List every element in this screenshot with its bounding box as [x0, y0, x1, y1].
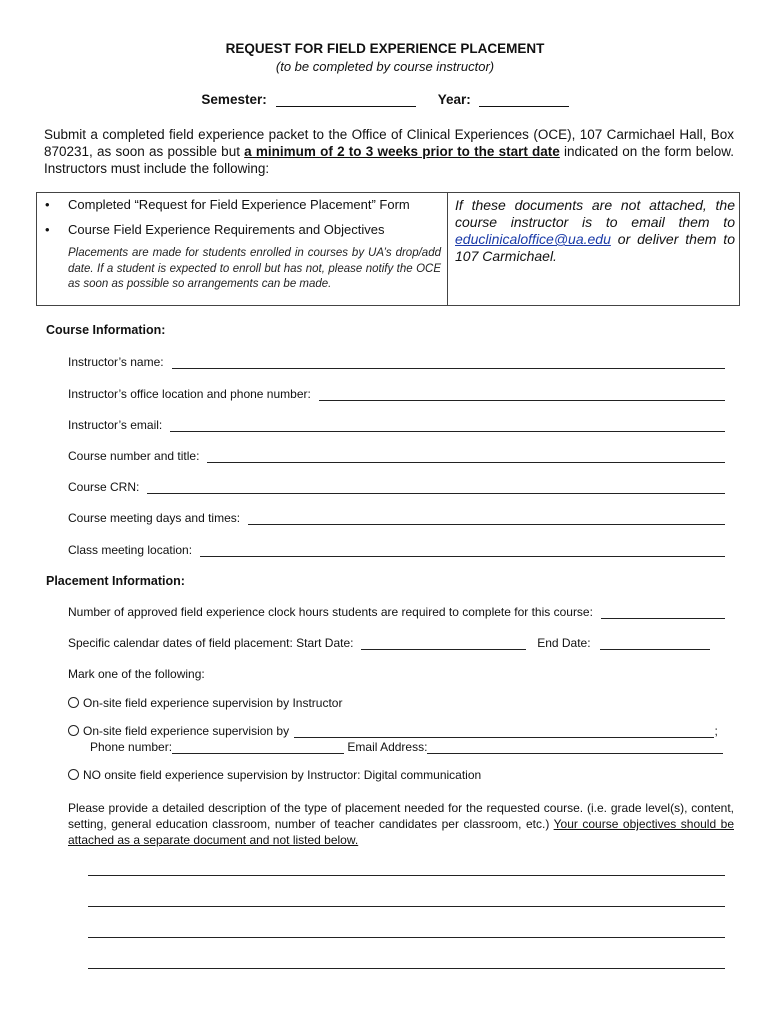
option-label: On-site field experience supervision by [83, 724, 290, 738]
meeting-location-field[interactable] [68, 543, 725, 557]
bullet-icon: • [45, 222, 50, 237]
placement-info-heading: Placement Information: [46, 574, 185, 588]
radio-circle-icon[interactable] [68, 769, 79, 780]
field-label: Course meeting days and times: [68, 511, 241, 525]
field-line[interactable] [200, 544, 725, 557]
phone-label: Phone number: [90, 740, 173, 754]
field-label: Class meeting location: [68, 543, 193, 557]
intro-deadline: a minimum of 2 to 3 weeks prior to the start date [244, 144, 560, 159]
description-text: Please provide a detailed description of the type of placement needed for the requested course. (i.e. grade level(s), content, setting, general education classroom, number of teacher candidates per classroom, etc.) [68, 801, 734, 831]
field-label: Course number and title: [68, 449, 200, 463]
field-line[interactable] [601, 606, 725, 619]
office-email-link[interactable]: educlinicaloffice@ua.edu [455, 231, 611, 247]
radio-circle-icon[interactable] [68, 725, 79, 736]
intro-text-1: Submit a completed field experience packet to the Office of Clinical Experiences (OCE), 107 Carmichael Hall, Box 870231, as soon as possible but [44, 127, 734, 159]
field-label: Course CRN: [68, 480, 140, 494]
instructor-office-phone-field[interactable] [68, 387, 725, 401]
meeting-days-times-field[interactable] [68, 511, 725, 525]
start-date-label: Specific calendar dates of field placement: Start Date: [68, 636, 354, 650]
instructor-name-field[interactable] [68, 355, 725, 369]
field-label: Instructor’s office location and phone number: [68, 387, 311, 401]
option-label: NO onsite field experience supervision by Instructor: Digital communication [83, 768, 482, 782]
attachment-note [455, 197, 735, 265]
radio-circle-icon[interactable] [68, 697, 79, 708]
bullet-icon: • [45, 197, 50, 212]
form-title: REQUEST FOR FIELD EXPERIENCE PLACEMENT [225, 41, 545, 56]
supervision-option-digital[interactable] [68, 768, 481, 782]
end-date-field[interactable] [600, 637, 710, 650]
supervision-option-other[interactable] [68, 724, 718, 738]
mark-one-label: Mark one of the following: [68, 667, 205, 681]
intro-paragraph [44, 126, 734, 177]
requirement-text: Course Field Experience Requirements and Objectives [68, 222, 385, 237]
attachment-note-text-2: or deliver them to 107 Carmichael. [455, 231, 735, 264]
instructor-email-field[interactable] [68, 418, 725, 432]
description-write-line[interactable] [88, 906, 725, 907]
clock-hours-field[interactable] [68, 605, 725, 619]
placement-note: Placements are made for students enrolled in courses by UA’s drop/add date. If a student is expected to enroll but has not, please notify the OCE as soon as possible so arrangements can be made. [68, 247, 441, 290]
placement-dates-row [68, 636, 710, 650]
field-label: Instructor’s email: [68, 418, 163, 432]
field-line[interactable] [170, 419, 725, 432]
supervisor-name-field[interactable] [294, 725, 714, 738]
placement-description-instructions [68, 800, 734, 848]
start-date-field[interactable] [361, 637, 526, 650]
phone-field[interactable] [172, 741, 344, 754]
semester-year-row [0, 92, 770, 107]
attachment-note-text-1: If these documents are not attached, the course instructor is to email them to [455, 197, 735, 230]
year-field[interactable] [479, 93, 569, 107]
field-line[interactable] [172, 356, 725, 369]
field-line[interactable] [248, 512, 725, 525]
semester-label: Semester: [201, 92, 267, 107]
requirements-box [36, 192, 740, 306]
supervision-option-instructor[interactable] [68, 696, 342, 710]
requirement-text: Completed “Request for Field Experience Placement” Form [68, 197, 410, 212]
description-write-line[interactable] [88, 968, 725, 969]
field-line[interactable] [319, 388, 725, 401]
description-write-line[interactable] [88, 875, 725, 876]
option-terminator: ; [714, 724, 718, 738]
field-line[interactable] [147, 481, 725, 494]
form-subtitle: (to be completed by course instructor) [275, 59, 495, 74]
supervisor-contact-row [90, 740, 723, 754]
end-date-label: End Date: [537, 636, 591, 650]
email-label: Email Address: [347, 740, 428, 754]
email-field[interactable] [427, 741, 723, 754]
description-write-line[interactable] [88, 937, 725, 938]
semester-field[interactable] [276, 93, 416, 107]
course-number-title-field[interactable] [68, 449, 725, 463]
description-underlined-text: Your course objectives should be attached as a separate document and not listed below. [68, 817, 734, 847]
year-label: Year: [437, 92, 471, 107]
field-label: Instructor’s name: [68, 355, 164, 369]
field-label: Number of approved field experience clock hours students are required to complete for this course: [68, 605, 593, 619]
requirements-divider [447, 193, 448, 305]
option-label: On-site field experience supervision by Instructor [83, 696, 343, 710]
field-line[interactable] [207, 450, 725, 463]
course-info-heading: Course Information: [46, 323, 166, 337]
intro-text-2: indicated on the form below. Instructors must include the following: [44, 144, 734, 176]
course-crn-field[interactable] [68, 480, 725, 494]
